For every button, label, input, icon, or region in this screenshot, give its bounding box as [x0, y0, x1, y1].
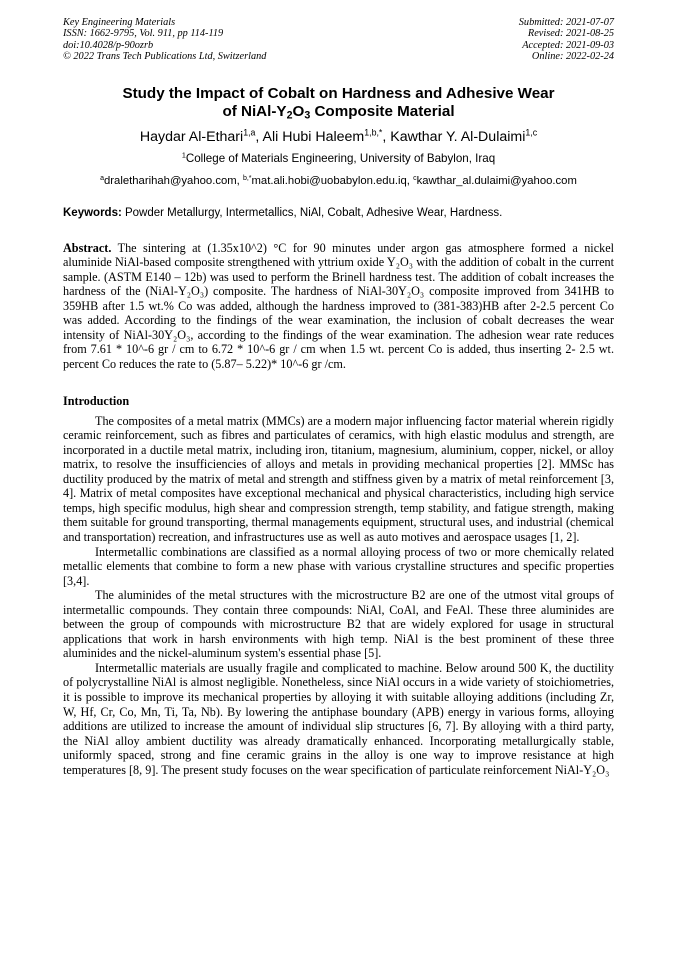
author-name: Ali Hubi Haleem [262, 128, 365, 145]
abstract-text: The sintering at (1.35x10^2) °C for 90 minutes under argon gas atmosphere formed a nickel aluminide NiAl-based composite strengthened with yttrium oxide Y₂O₃ with the addition of cobalt in the current sample. (ASTM E140 – 12b) was used to perform the Brinell hardness test. The addition of cobalt increases the hardness of the (NiAl-Y₂O₃) composite. The hardness of NiAl-30Y₂O₃ composite improved from 341HB to 359HB after 1.5 wt.% Co was added, although the hardness improved to (381-383)HB after 2-2.5 percent Co was added. According to the findings of the wear examination, the inclusion of cobalt decreases the wear intensity of NiAl-30Y₂O₃, according to the findings of the wear examination. The adhesion wear rate reduces from 7.61 * 10^-6 gr / cm to 6.72 * 10^-6 gr / cm when 1.5 wt. percent Co is added, thus inserting 2- 2.5 wt. percent Co reduces the rate to (5.87– 5.22)* 10^-6 gr /cm. [63, 240, 614, 371]
journal-doi: doi:10.4028/p-90ozrb [63, 39, 154, 51]
section-heading-introduction: Introduction [63, 394, 130, 409]
title-line-2: of NiAl-$Y_2O_3$ Composite Material [222, 103, 455, 122]
email-link: mat.ali.hobi@uobabylon.edu.iq, [251, 174, 414, 187]
body-paragraph: Intermetallic materials are usually fragile and complicated to machine. Below around 500 K, the ductility of polycrystalline NiAl is almost negligible. Nonetheless, since NiAl occurs in a wide variety of stoichiometries, it is possible to improve its mechanical properties by alloying it with suitable alloying additions (including Zr, W, Hf, Cr, Co, Mn, Ti, Ta, Nb). By lowering the antiphase boundary (APB) energy in various forms, alloying additions are utilized to increase the amount of individual slip structures [6, 7]. By alloying with a third party, the NiAl alloy ambient ductility was already dramatically enhanced. Incorporating metallurgically stable, uniformly spaced, strong and fine ceramic grains in the alloy is one way to improve resistance at high temperatures [8, 9]. The present study focuses on the wear specification of particulate reinforcement NiAl-Y₂O₃ [63, 660, 614, 777]
author-name: Haydar Al-Ethari [139, 128, 244, 145]
paper-title [63, 85, 614, 122]
body-paragraph: Intermetallic combinations are classified as a normal alloying process of two or more chemically related metallic elements that combine to form a new phase with various crystalline structures and specific properties [3,4]. [63, 544, 614, 588]
author-name: Kawthar Y. Al-Dulaimi [390, 128, 526, 145]
journal-name: Key Engineering Materials [63, 17, 176, 28]
author-emails: $^a$draletharihah@yahoo.com, $^{b,*}$mat.ali.hobi@uobabylon.edu.iq, $^c$kawthar_al.dulaimi@yahoo.com [100, 174, 577, 187]
affiliation: $^1$College of Materials Engineering, University of Babylon, Iraq [181, 150, 496, 165]
date-online: Online: 2022-02-24 [531, 51, 614, 63]
author-affiliation-mark: 1,a [243, 127, 256, 138]
body-paragraph: The composites of a metal matrix (MMCs) are a modern major influencing factor material wherein rigidly ceramic reinforcement, such as fibres and particulates of ceramics, with high elastic modulus and strength, are incorporated in a ductile metal matrix, including iron, titanium, magnesium, aluminium, copper, nickel, or alloy matrix, to resolve the insufficiencies of alloys and metals in providing mechanical properties [2]. MMSc has ductility produced by the matrix of metal and strength and stiffness given by a matrix of metal reinforcement [3, 4]. Matrix of metal composites have exceptional mechanical and physical characteristics, including high service temps, high specific modulus, high shear and compression strength, temp stability, and fatigue strength, making them suitable for ground transporting, thermal managements equipment, structural uses, and industrial (chemical and transportation) recreation, and infrastructures use as well as auto motives and aerospace usages [1, 2]. [63, 413, 614, 544]
abstract-label: Abstract. [63, 240, 112, 255]
date-revised: Revised: 2021-08-25 [527, 28, 614, 40]
journal-info [63, 17, 266, 63]
author-affiliation-mark: 1,c [525, 127, 538, 138]
paper-page [63, 17, 614, 777]
journal-copyright: © 2022 Trans Tech Publications Ltd, Switzerland [63, 51, 267, 63]
email-link: draletharihah@yahoo.com, [104, 174, 243, 187]
date-submitted: Submitted: 2021-07-07 [518, 17, 614, 28]
abstract [63, 241, 614, 372]
submission-dates [519, 17, 614, 63]
body-paragraph: The aluminides of the metal structures with the microstructure B2 are one of the utmost vital groups of intermetallic compounds. They contain three compounds: NiAl, CoAl, and FeAl. These three aluminides are between the group of compounds with microstructure B2 that are widely explored for usage in structural applications that work in harsh environments with high temp. NiAl is the best prominent of these three aluminides and the nickel-aluminum system's essential phase [5]. [63, 588, 614, 661]
journal-issn: ISSN: 1662-9795, Vol. 911, pp 114-119 [63, 28, 224, 40]
journal-header [63, 17, 614, 63]
author-affiliation-mark: 1,b,* [364, 127, 383, 138]
keywords-text: Powder Metallurgy, Intermetallics, NiAl, Cobalt, Adhesive Wear, Hardness. [121, 206, 503, 219]
date-accepted: Accepted: 2021-09-03 [522, 39, 614, 51]
keywords [63, 206, 614, 220]
title-line-1: Study the Impact of Cobalt on Hardness and Adhesive Wear [122, 84, 555, 102]
keywords-label: Keywords: [63, 206, 122, 219]
email-link: kawthar_al.dulaimi@yahoo.com [416, 174, 577, 187]
author-list: Haydar Al-Ethari$^{1,a}$, Ali Hubi Haleem$^{1,b,*}$, Kawthar Y. Al-Dulaimi$^{1,c}$ [139, 127, 538, 145]
